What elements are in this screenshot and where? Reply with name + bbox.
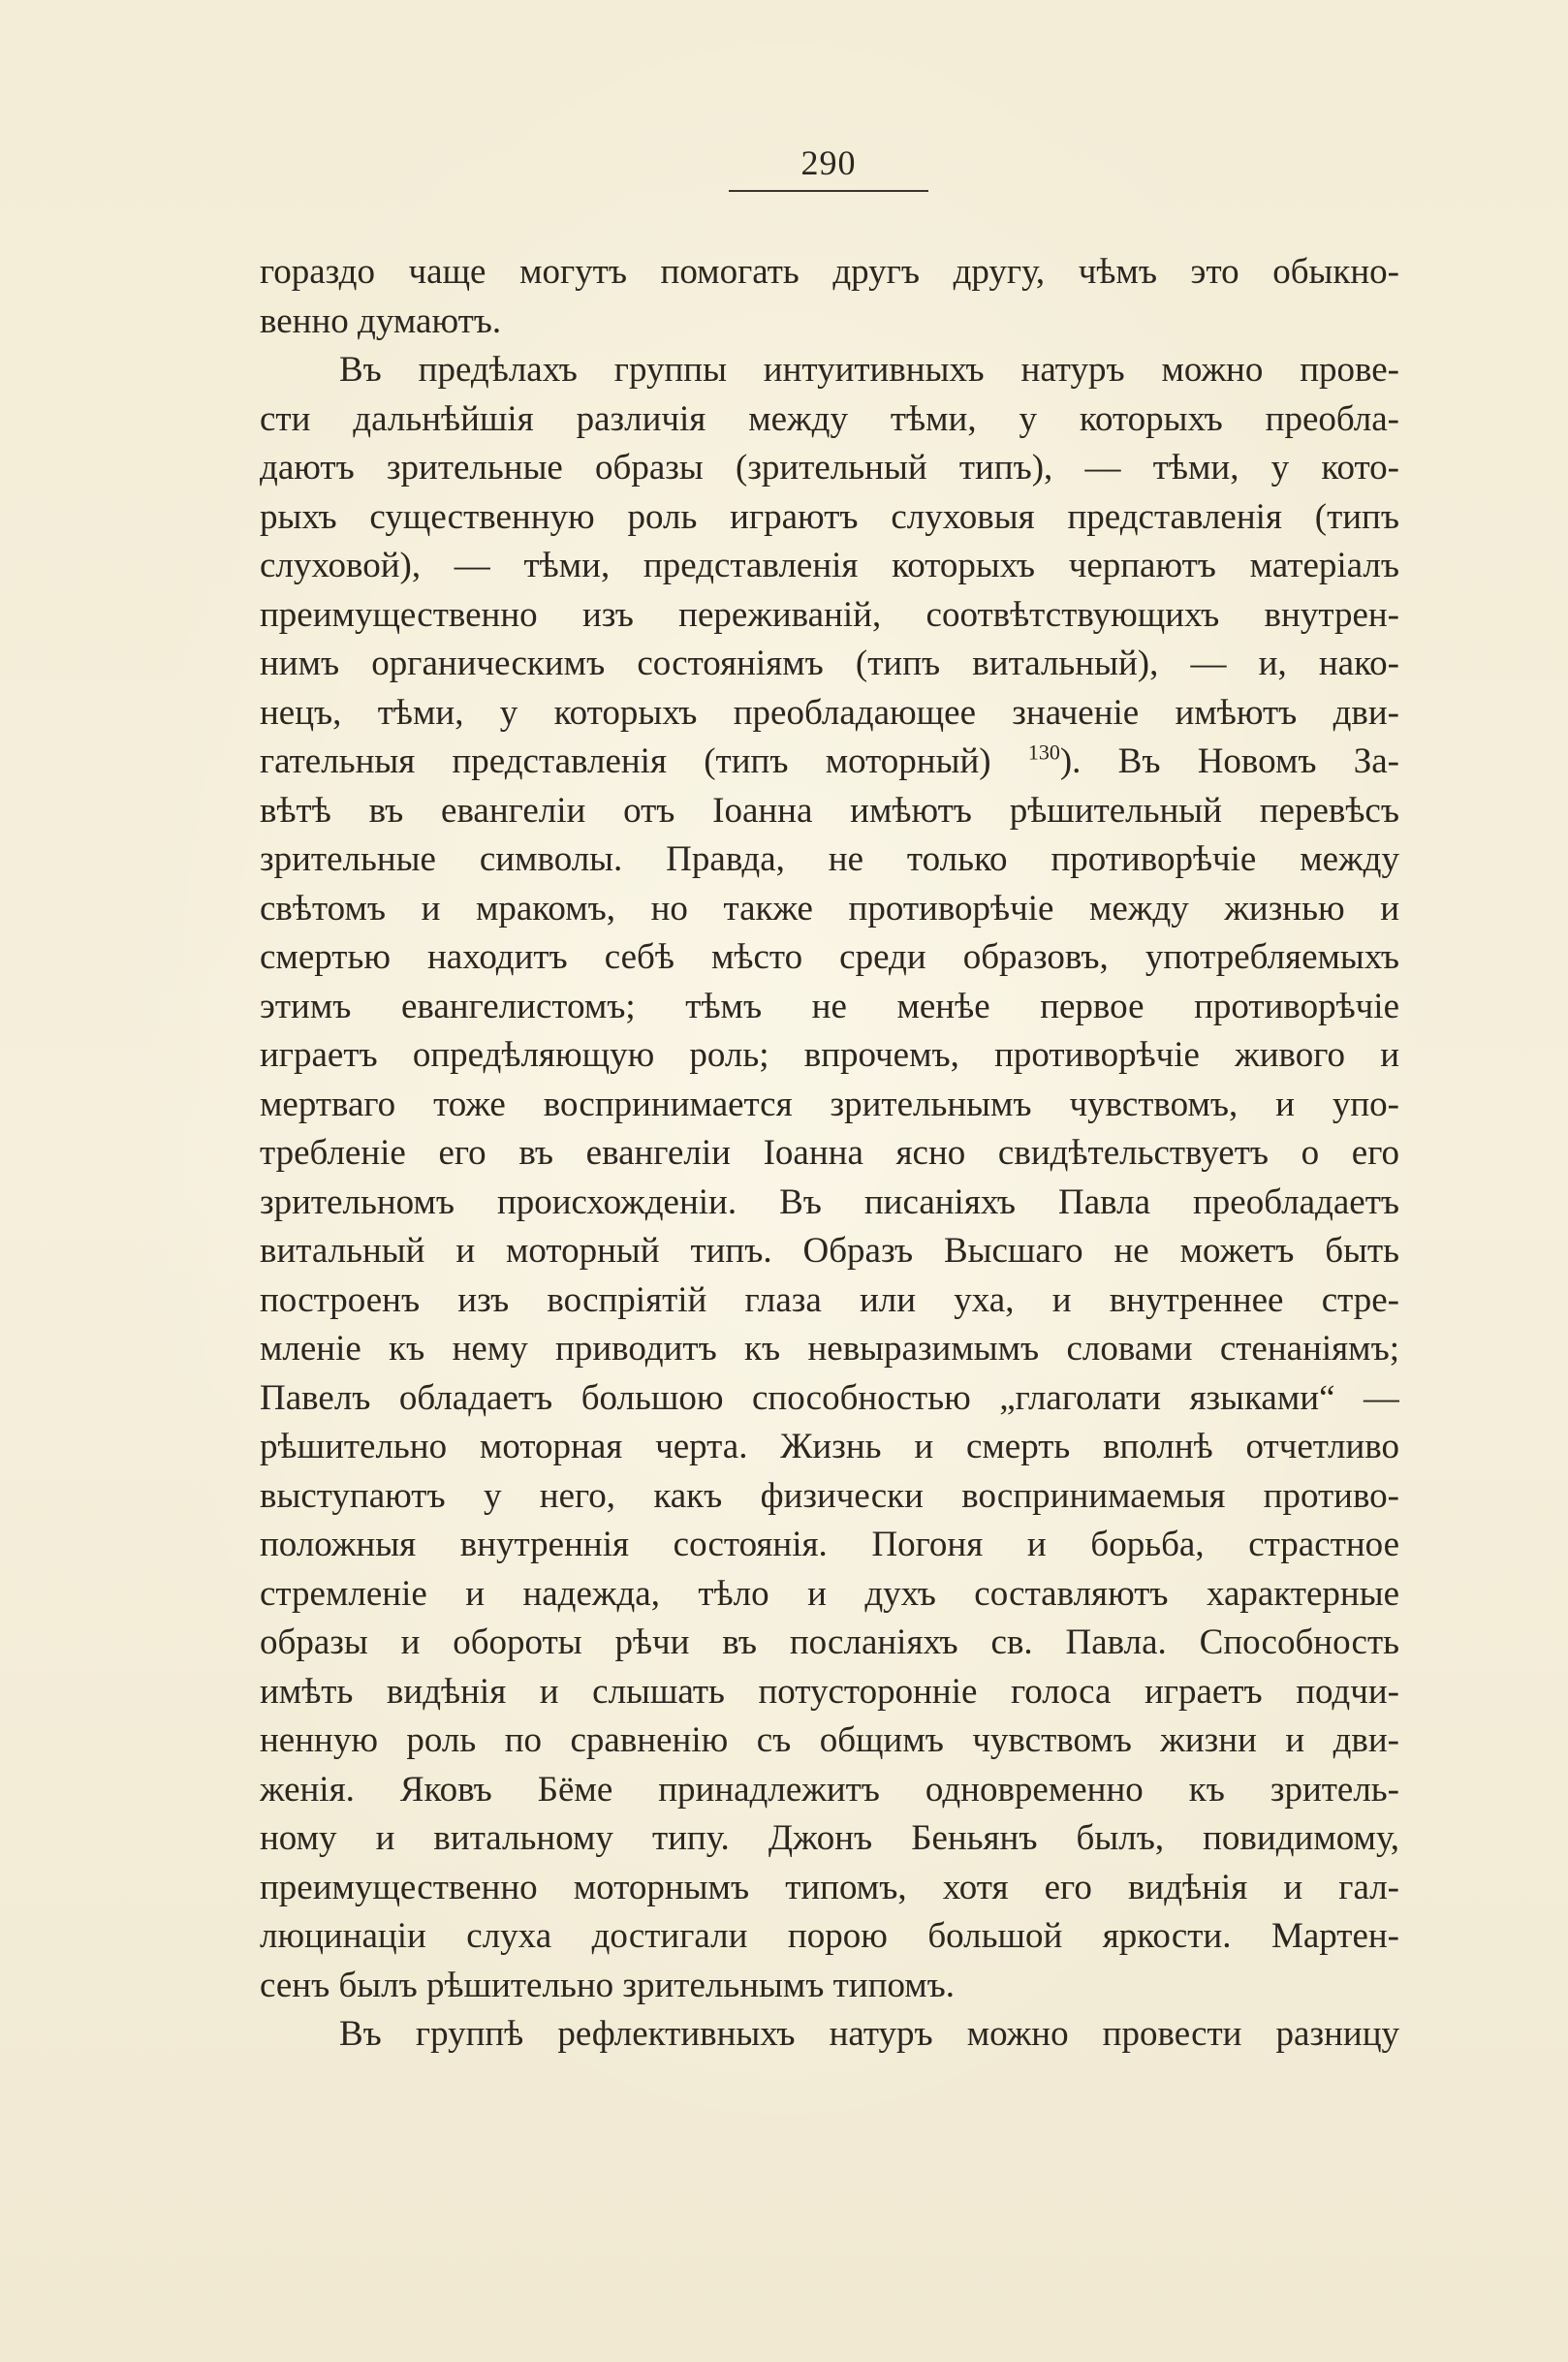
text-line-head: гательныя представленія (типъ моторный)	[260, 741, 991, 781]
text-line: этимъ евангелистомъ; тѣмъ не менѣе первое противорѣчіе	[260, 986, 1399, 1026]
footnote-reference: 130	[1027, 740, 1060, 765]
text-line: женія. Яковъ Бёме принадлежитъ одновременно къ зритель-	[260, 1769, 1399, 1810]
header-rule	[729, 190, 928, 192]
text-line: рѣшительно моторная черта. Жизнь и смерть вполнѣ отчетливо	[260, 1427, 1399, 1466]
text-line: смертью находитъ себѣ мѣсто среди образовъ, употребляемыхъ	[260, 937, 1399, 977]
text-line: ному и витальному типу. Джонъ Беньянъ былъ, повидимому,	[260, 1818, 1399, 1858]
text-line: венно думаютъ.	[260, 300, 502, 341]
text-line: зрительные символы. Правда, не только противорѣчіе между	[260, 839, 1399, 879]
text-line: имѣть видѣнія и слышать потусторонніе голоса играетъ подчи-	[260, 1671, 1399, 1712]
text-line: гораздо чаще могутъ помогать другъ другу, чѣмъ это обыкно-	[260, 252, 1399, 292]
page-number: 290	[800, 143, 857, 182]
text-line: образы и обороты рѣчи въ посланіяхъ св. Павла. Способность	[260, 1622, 1399, 1662]
text-line: построенъ изъ воспріятій глаза или уха, и внутреннее стре-	[260, 1279, 1399, 1320]
text-line: нецъ, тѣми, у которыхъ преобладающее значеніе имѣютъ дви-	[260, 692, 1399, 733]
text-line: сти дальнѣйшія различія между тѣми, у которыхъ преобла-	[260, 398, 1399, 439]
text-line: ненную роль по сравненію съ общимъ чувствомъ жизни и дви-	[260, 1720, 1399, 1760]
text-line: выступаютъ у него, какъ физически воспринимаемыя противо-	[260, 1475, 1399, 1516]
text-line: нимъ органическимъ состояніямъ (типъ витальный), — и, нако-	[260, 644, 1399, 683]
text-line: даютъ зрительные образы (зрительный типъ), — тѣми, у кото-	[260, 448, 1399, 488]
text-line: стремленіе и надежда, тѣло и духъ составляютъ характерные	[260, 1573, 1399, 1614]
text-line: рыхъ существенную роль играютъ слуховыя представленія (типъ	[260, 496, 1399, 537]
page-header	[729, 145, 928, 192]
text-line: витальный и моторный типъ. Образъ Высшаго не можетъ быть	[260, 1231, 1399, 1271]
text-line: сенъ былъ рѣшительно зрительнымъ типомъ.	[260, 1965, 956, 2005]
text-line: мленіе къ нему приводитъ къ невыразимымъ словами стенаніямъ;	[260, 1329, 1399, 1369]
text-line: преимущественно изъ переживаній, соотвѣтствующихъ внутрен-	[260, 594, 1399, 635]
text-line: зрительномъ происхожденіи. Въ писаніяхъ Павла преобладаетъ	[260, 1181, 1399, 1222]
text-line-tail: ). Въ Новомъ За-	[1059, 741, 1399, 781]
paragraph-start-line: Въ группѣ рефлективныхъ натуръ можно провести разницу	[339, 2014, 1399, 2054]
text-line: Павелъ обладаетъ большою способностью „глаголати языками“ —	[260, 1377, 1399, 1418]
text-line: требленіе его въ евангеліи Іоанна ясно свидѣтельствуетъ о его	[260, 1133, 1399, 1173]
text-line: свѣтомъ и мракомъ, но также противорѣчіе между жизнью и	[260, 888, 1399, 929]
text-line: люцинаціи слуха достигали порою большой яркости. Мартен-	[260, 1916, 1399, 1956]
paragraph-start-line: Въ предѣлахъ группы интуитивныхъ натуръ можно прове-	[339, 350, 1399, 390]
text-line: вѣтѣ въ евангеліи отъ Іоанна имѣютъ рѣшительный перевѣсъ	[260, 790, 1399, 831]
text-line: слуховой), — тѣми, представленія которыхъ черпаютъ матеріалъ	[260, 546, 1399, 585]
text-line: преимущественно моторнымъ типомъ, хотя его видѣнія и гал-	[260, 1867, 1399, 1907]
text-line: мертваго тоже воспринимается зрительнымъ чувствомъ, и упо-	[260, 1084, 1399, 1124]
body-text	[260, 248, 1399, 2060]
text-line: играетъ опредѣляющую роль; впрочемъ, противорѣчіе живого и	[260, 1035, 1399, 1075]
text-line-with-footnote	[260, 738, 1399, 787]
text-line: положныя внутреннія состоянія. Погоня и борьба, страстное	[260, 1525, 1399, 1564]
